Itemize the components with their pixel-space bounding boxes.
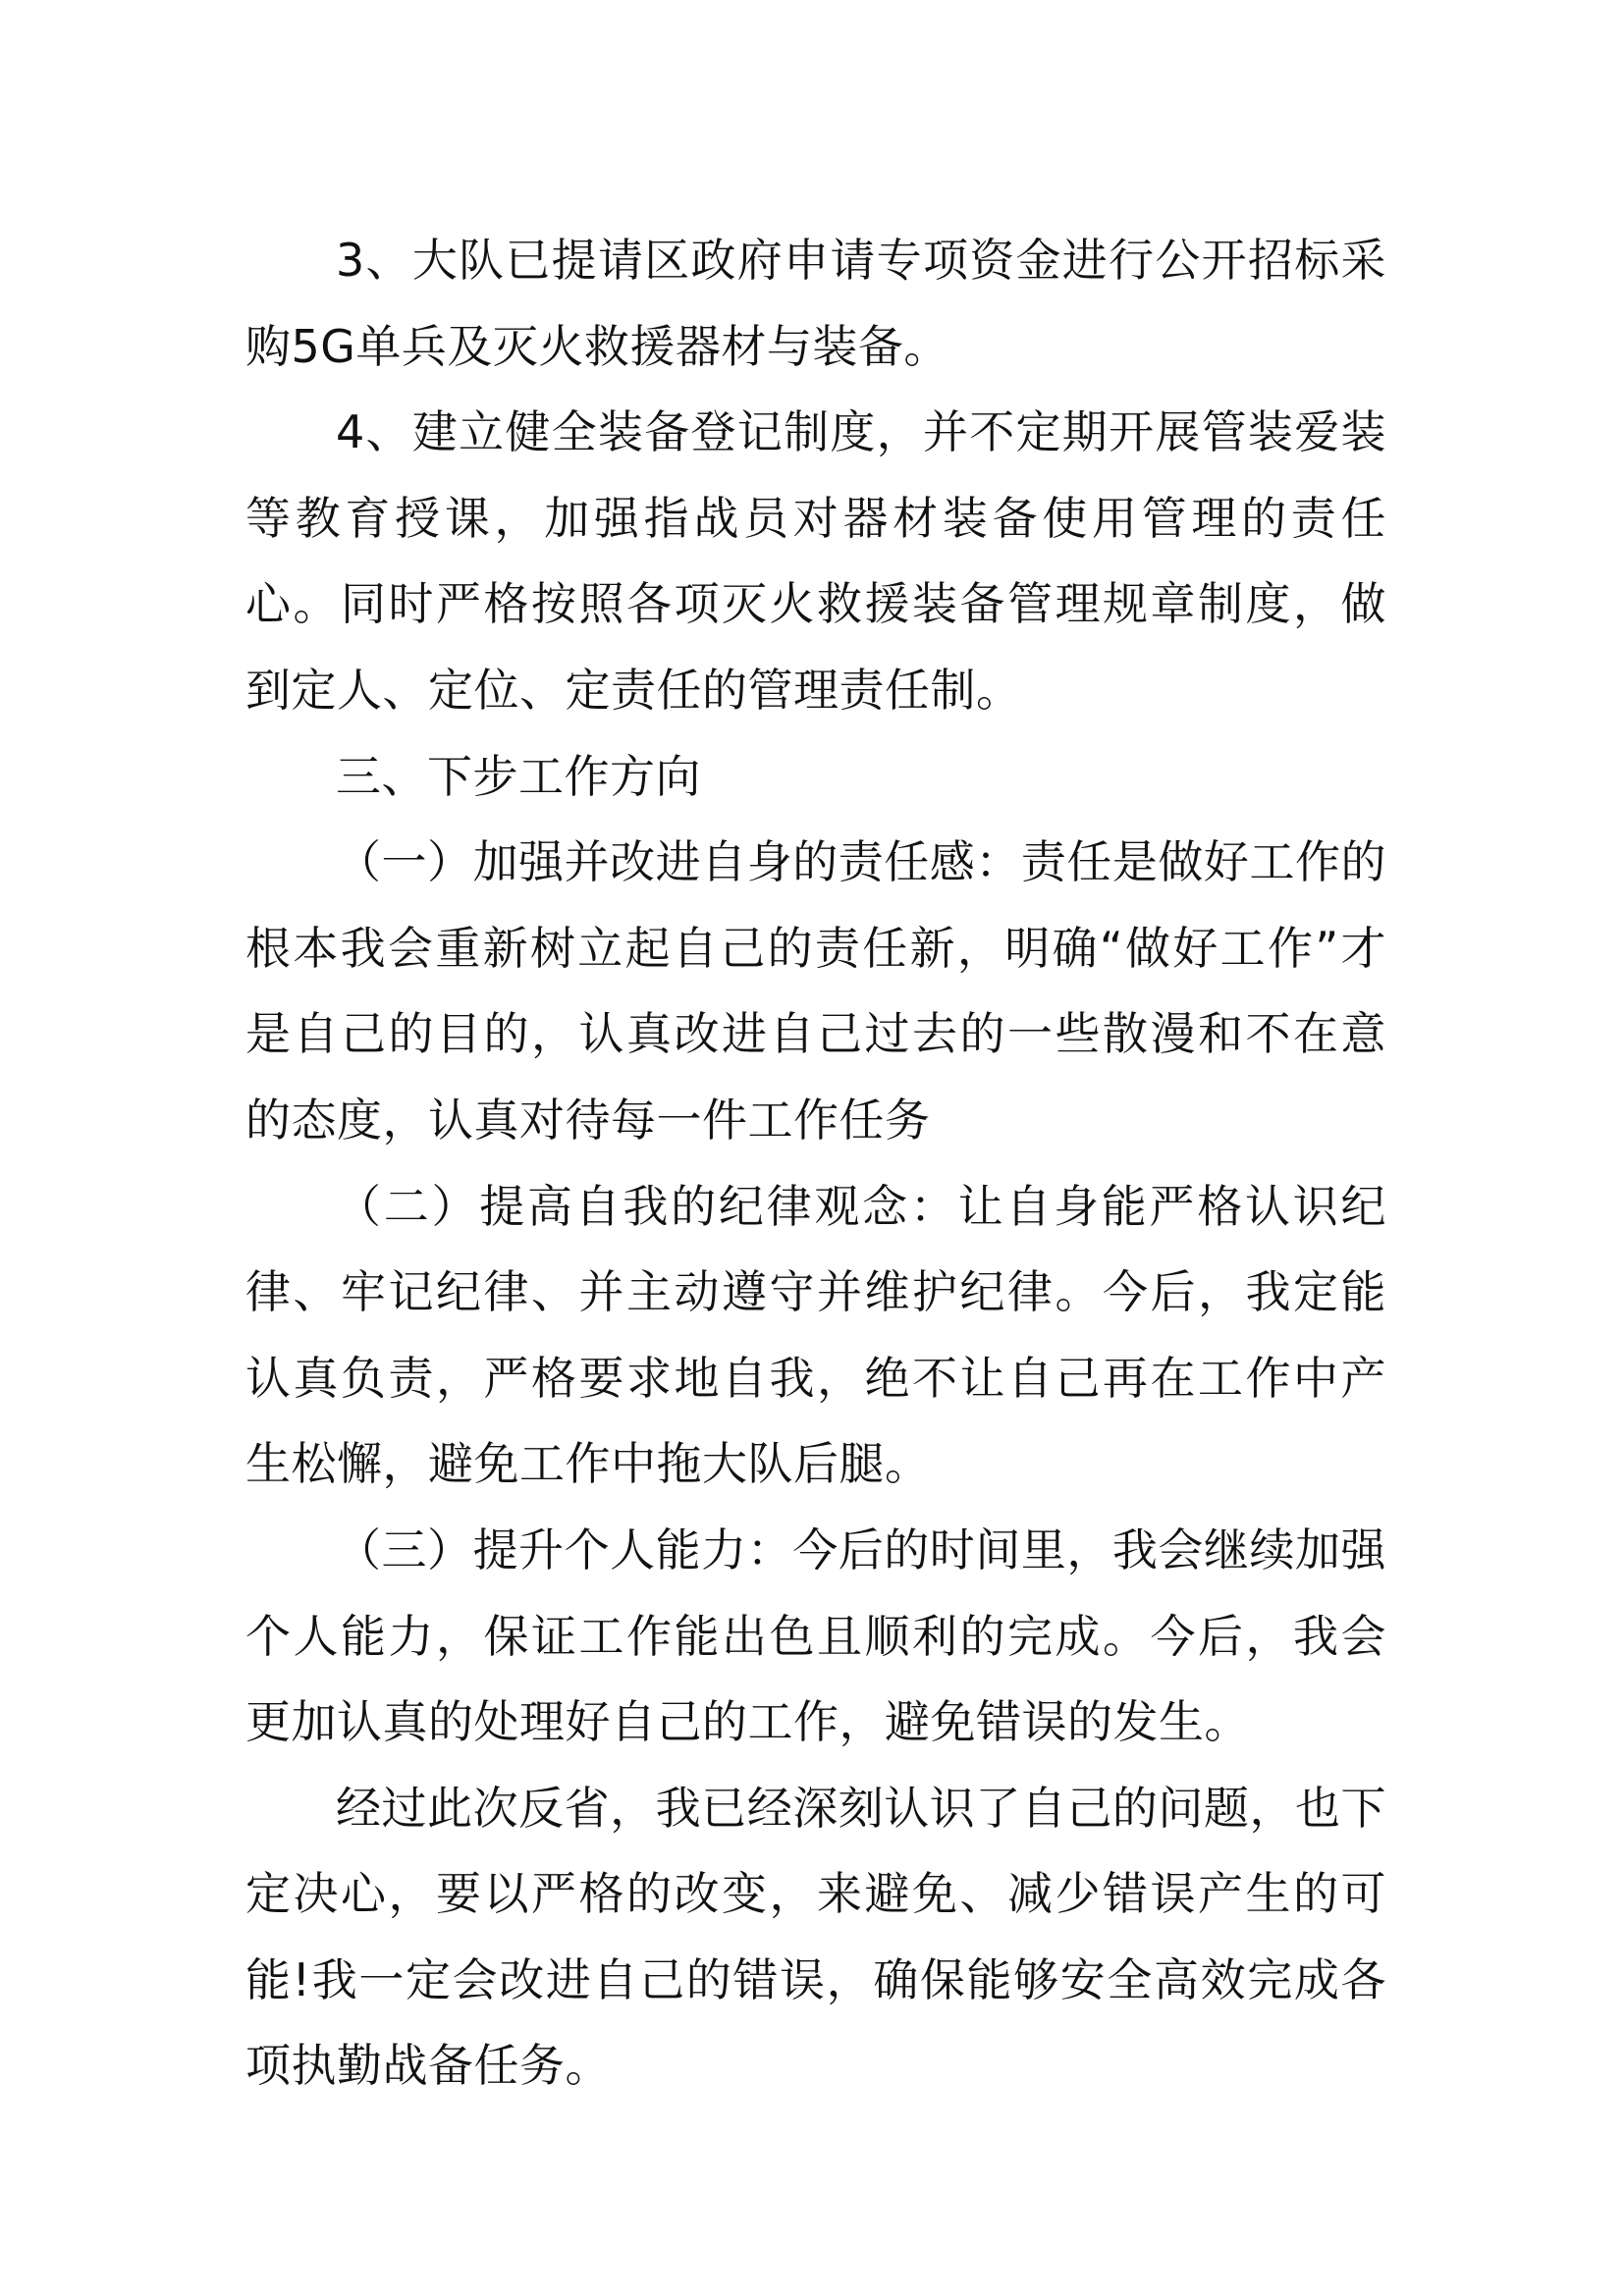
paragraph-conclusion: 经过此次反省，我已经深刻认识了自己的问题，也下定决心，要以严格的改变，来避免、减少错误产生的可能!我一定会改进自己的错误，确保能够安全高效完成各项执勤战备任务。 — [245, 1781, 1386, 2093]
document-body — [245, 218, 1386, 2109]
section-heading-next-steps: 三、下步工作方向 — [336, 749, 701, 803]
paragraph-equipment-registration: 4、建立健全装备登记制度，并不定期开展管装爱装等教育授课，加强指战员对器材装备使用管理的责任心。同时严格按照各项灭火救援装备管理规章制度，做到定人、定位、定责任的管理责任制。 — [245, 405, 1386, 717]
paragraph-discipline: （二）提高自我的纪律观念：让自身能严格认识纪律、牢记纪律、并主动遵守并维护纪律。今后，我定能认真负责，严格要求地自我，绝不让自己再在工作中产生松懈，避免工作中拖大队后腿。 — [245, 1179, 1386, 1491]
paragraph-ability: （三）提升个人能力：今后的时间里，我会继续加强个人能力，保证工作能出色且顺利的完成。今后，我会更加认真的处理好自己的工作，避免错误的发生。 — [245, 1522, 1386, 1749]
paragraph-responsibility: （一）加强并改进自身的责任感：责任是做好工作的根本我会重新树立起自己的责任新，明确“做好工作”才是自己的目的，认真改进自己过去的一些散漫和不在意的态度，认真对待每一件工作任务 — [245, 835, 1386, 1147]
paragraph-procurement: 3、大队已提请区政府申请专项资金进行公开招标采购5G单兵及灭火救援器材与装备。 — [245, 234, 1386, 373]
